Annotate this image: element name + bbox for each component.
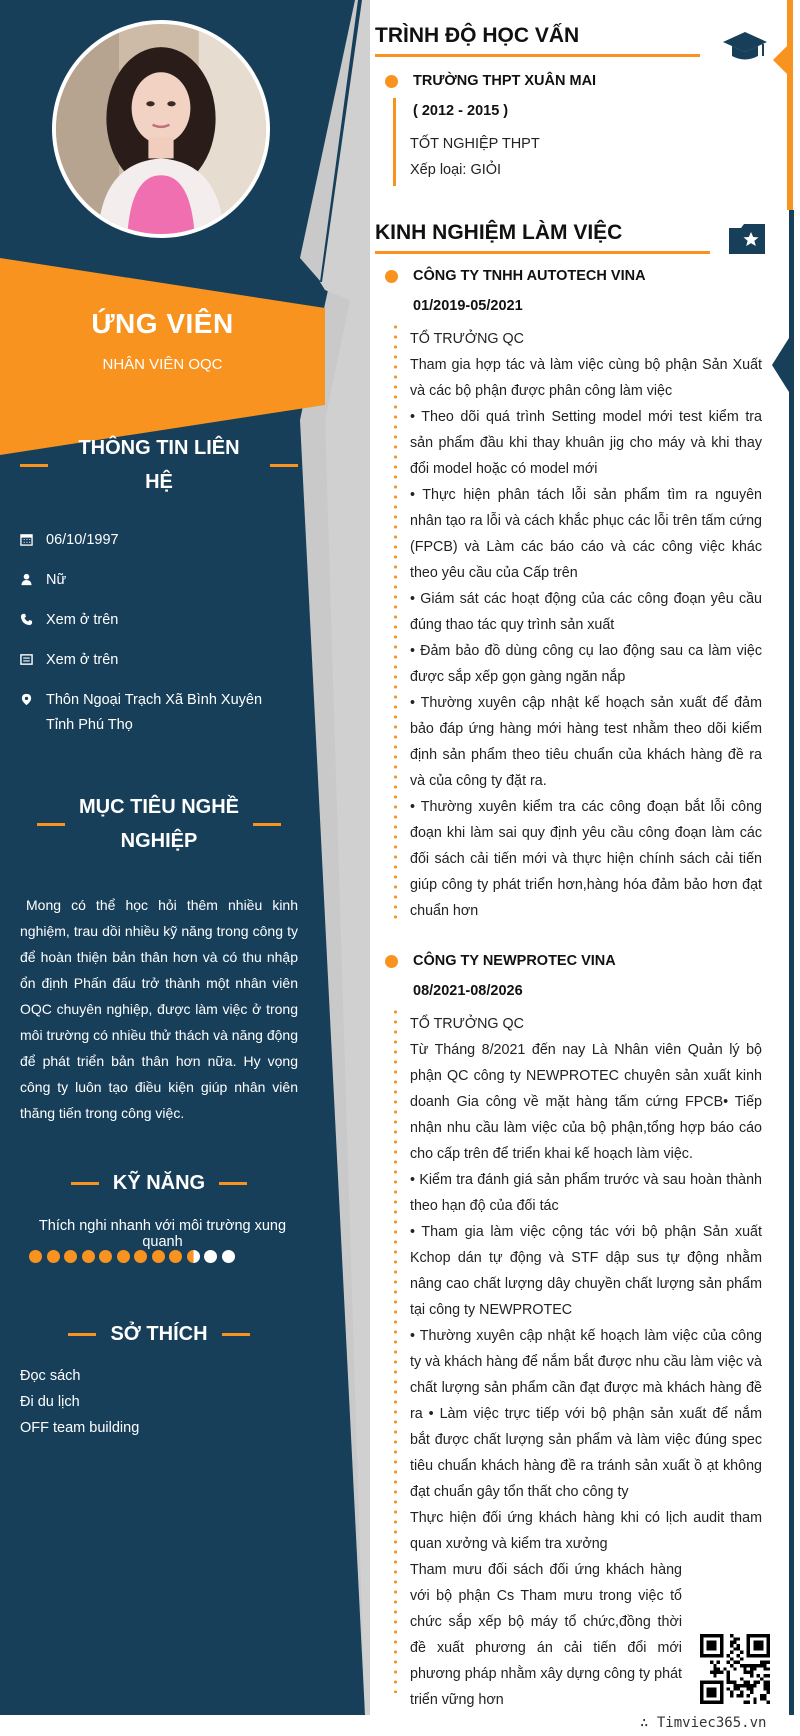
job-period: 08/2021-08/2026	[413, 983, 523, 999]
heading-dash	[68, 1333, 96, 1336]
hobbies-heading-text: SỞ THÍCH	[110, 1323, 208, 1345]
skill-rating-dot	[134, 1250, 147, 1263]
heading-dash	[71, 1182, 99, 1185]
job-period: 01/2019-05/2021	[413, 298, 523, 314]
graduation-cap-icon	[722, 30, 768, 64]
phone-icon	[20, 608, 46, 633]
heading-dash	[253, 823, 281, 826]
email-icon	[20, 648, 46, 673]
contact-phone-text: Xem ở trên	[46, 612, 119, 628]
user-icon	[20, 568, 46, 593]
school-name: TRƯỜNG THPT XUÂN MAI	[413, 73, 597, 89]
heading-dash	[20, 464, 48, 467]
contact-heading-text: THÔNG TIN LIÊN HỆ	[78, 437, 240, 493]
hobbies-heading	[20, 1317, 298, 1351]
education-heading-underline	[375, 54, 700, 57]
job-line: • Thường xuyên cập nhật kế hoạch làm việc của công ty và khách hàng để nắm bắt được nhu cầu làm việc và chất lượng sản phẩm cần đạt được mà khách hàng đề ra • Làm việc trực tiếp với bộ phận sản xuất để nắm bắt được chất lượng sản phẩm và làm việc đúng spec tiêu chuẩn khách hàng đề ra tránh sản xuất ồ ạt không đạt chuẩn gây tổn thất cho công ty	[410, 1328, 762, 1500]
contact-heading	[20, 431, 298, 499]
objective-heading-text	[65, 790, 253, 858]
education-heading: TRÌNH ĐỘ HỌC VẤN	[375, 24, 580, 47]
skills-heading	[20, 1166, 298, 1200]
contact-address	[20, 688, 290, 738]
candidate-avatar	[52, 20, 270, 238]
skill-name: Thích nghi nhanh với môi trường xung quanh	[38, 1218, 287, 1250]
skill-rating-dot	[204, 1250, 217, 1263]
calendar-icon	[20, 528, 46, 553]
location-pin-icon	[20, 688, 46, 738]
contact-email-text: Xem ở trên	[46, 652, 119, 668]
folder-star-icon	[727, 222, 767, 256]
job-line: • Thường xuyên kiểm tra các công đoạn bắt lỗi công đoạn khi làm sai quy định yêu cầu công đoạn làm các đối sách cải tiến mới và thực hiện chính sách cải tiến giúp công ty phát triển hơn,hàng hóa đảm bảo hơn đạt chuẩn hơn	[410, 799, 762, 919]
contact-birthday	[20, 528, 290, 553]
skill-rating-dot	[169, 1250, 182, 1263]
contact-address-text: Thôn Ngoại Trạch Xã Bình Xuyên Tỉnh Phú Thọ	[46, 692, 263, 733]
timeline-bullet	[385, 270, 398, 283]
objective-heading	[20, 790, 298, 858]
objective-text: Mong có thể học hỏi thêm nhiều kinh nghiệm, trau dồi nhiều kỹ năng trong công ty để hoàn thiện bản thân hơn và có thu nhập ổn định Phấn đấu trở thành một nhân viên OQC chuyên nghiệp, được làm việc ở trong môi trường có nhiều thử thách và năng động để phát triển bản thân hơn nữa. Hy vọng công ty luôn tạo điều kiện giúp nhân viên thăng tiến trong công việc.	[20, 897, 298, 1121]
skill-rating-dot	[29, 1250, 42, 1263]
job-line: • Thường xuyên cập nhật kế hoạch sản xuất để đảm bảo đáp ứng hàng mới hàng test nhằm theo dõi kiểm định sản phẩm theo tiêu chuẩn của khách hàng đề ra và của công ty đặt ra.	[410, 695, 762, 789]
timeline-bullet	[385, 75, 398, 88]
right-arrow-notch	[773, 40, 793, 80]
contact-gender	[20, 568, 290, 593]
hobby-item: OFF team building	[20, 1420, 140, 1436]
job-line: • Giám sát các hoạt động của các công đoạn yêu cầu đúng thao tác quy trình sản xuất	[410, 591, 762, 633]
qr-code[interactable]	[700, 1634, 770, 1704]
portrait-image	[56, 24, 266, 234]
job-line: • Tham gia làm việc cộng tác với bộ phận Sản xuất Kchop dán tự động và STF dập sus tự động nhằm nâng cao chất lượng dây chuyền chất lượng sản phẩm tại công ty NEWPROTEC	[410, 1224, 762, 1318]
skill-rating-dot	[99, 1250, 112, 1263]
hobby-item: Đi du lịch	[20, 1394, 80, 1410]
skill-rating-dot	[82, 1250, 95, 1263]
job-line: Thực hiện đối ứng khách hàng khi có lịch audit tham quan xưởng và kiểm tra xưởng	[410, 1510, 762, 1552]
job-line: Từ Tháng 8/2021 đến nay Là Nhân viên Quản lý bộ phận QC công ty NEWPROTEC chuyên sản xuất kinh doanh Gia công về mặt hàng tấm cứng FPCB• Tiếp nhận nhu cầu làm việc của bộ phận,tổng hợp báo cáo cho cấp trên để triển khai kế hoạch làm việc.	[410, 1042, 762, 1162]
job-line: Tham gia hợp tác và làm việc cùng bộ phận Sản Xuất và các bộ phận được phân công làm việc	[410, 357, 762, 399]
right-accent-bar	[787, 0, 793, 210]
candidate-name: ỨNG VIÊN	[91, 308, 234, 339]
grade: Xếp loại: GIỎI	[410, 162, 502, 178]
job-role: TỔ TRƯỞNG QC	[410, 1016, 524, 1032]
job-line: Tham mưu đối sách đối ứng khách hàng với bộ phận Cs Tham mưu trong việc tổ chức sắp xếp bộ máy tổ chức,đồng thời đề xuất phương án cải tiến đổi mới phương pháp nhằm xây dựng công ty phát triển vững hơn	[410, 1562, 682, 1708]
objective-heading-line1: MỤC TIÊU NGHỀ	[79, 796, 239, 818]
timeline-bullet	[385, 955, 398, 968]
job-line: • Kiểm tra đánh giá sản phẩm trước và sau hoàn thành theo hạn độ của đối tác	[410, 1172, 762, 1214]
skill-rating-dot	[64, 1250, 77, 1263]
candidate-position: NHÂN VIÊN OQC	[102, 356, 223, 373]
job-company: CÔNG TY NEWPROTEC VINA	[413, 953, 616, 969]
skill-rating-dot	[47, 1250, 60, 1263]
skills-heading-text: KỸ NĂNG	[112, 1172, 206, 1194]
job-line: • Theo dõi quá trình Setting model mới test kiểm tra sản phẩm đầu khi thay khuân jig cho máy và khi thay đổi model hoặc có model mới	[410, 409, 762, 477]
timeline-dotted-line	[394, 1007, 397, 1693]
heading-dash	[219, 1182, 247, 1185]
job-role: TỔ TRƯỞNG QC	[410, 331, 524, 347]
job-company: CÔNG TY TNHH AUTOTECH VINA	[413, 268, 646, 284]
heading-dash	[222, 1333, 250, 1336]
skill-rating-dot	[222, 1250, 235, 1263]
right-navy-bar	[789, 210, 794, 1715]
sidebar-edge	[320, 0, 370, 1715]
experience-heading-underline	[375, 251, 710, 254]
skill-rating-dot	[117, 1250, 130, 1263]
experience-heading: KINH NGHIỆM LÀM VIỆC	[375, 221, 623, 244]
job-description	[410, 1011, 762, 1713]
degree: TỐT NGHIỆP THPT	[410, 136, 540, 152]
right-arrow-notch	[772, 330, 794, 400]
contact-birthday-text: 06/10/1997	[46, 532, 119, 548]
skill-rating	[29, 1250, 235, 1263]
heading-dash	[37, 823, 65, 826]
skill-rating-dot	[187, 1250, 200, 1263]
timeline-line	[393, 98, 396, 186]
job-line: • Thực hiện phân tách lỗi sản phẩm tìm ra nguyên nhân tạo ra lỗi và cách khắc phục các lỗi trên tấm cứng (FPCB) và Làm các báo cáo và các công việc khác theo yêu cầu của Cấp trên	[410, 487, 762, 581]
contact-gender-text: Nữ	[46, 572, 67, 588]
school-period: ( 2012 - 2015 )	[413, 103, 509, 119]
skill-rating-dot	[152, 1250, 165, 1263]
job-line: • Đảm bảo đồ dùng công cụ lao động sau ca làm việc được sắp xếp gọn gàng ngăn nắp	[410, 643, 762, 685]
objective-heading-line2: NGHIỆP	[120, 830, 198, 852]
job-description	[410, 326, 762, 924]
contact-email	[20, 648, 290, 673]
timeline-dotted-line	[394, 322, 397, 922]
watermark: ∴ Timviec365.vn	[640, 1715, 767, 1731]
contact-phone	[20, 608, 290, 633]
hobby-item: Đọc sách	[20, 1368, 81, 1384]
heading-dash	[270, 464, 298, 467]
